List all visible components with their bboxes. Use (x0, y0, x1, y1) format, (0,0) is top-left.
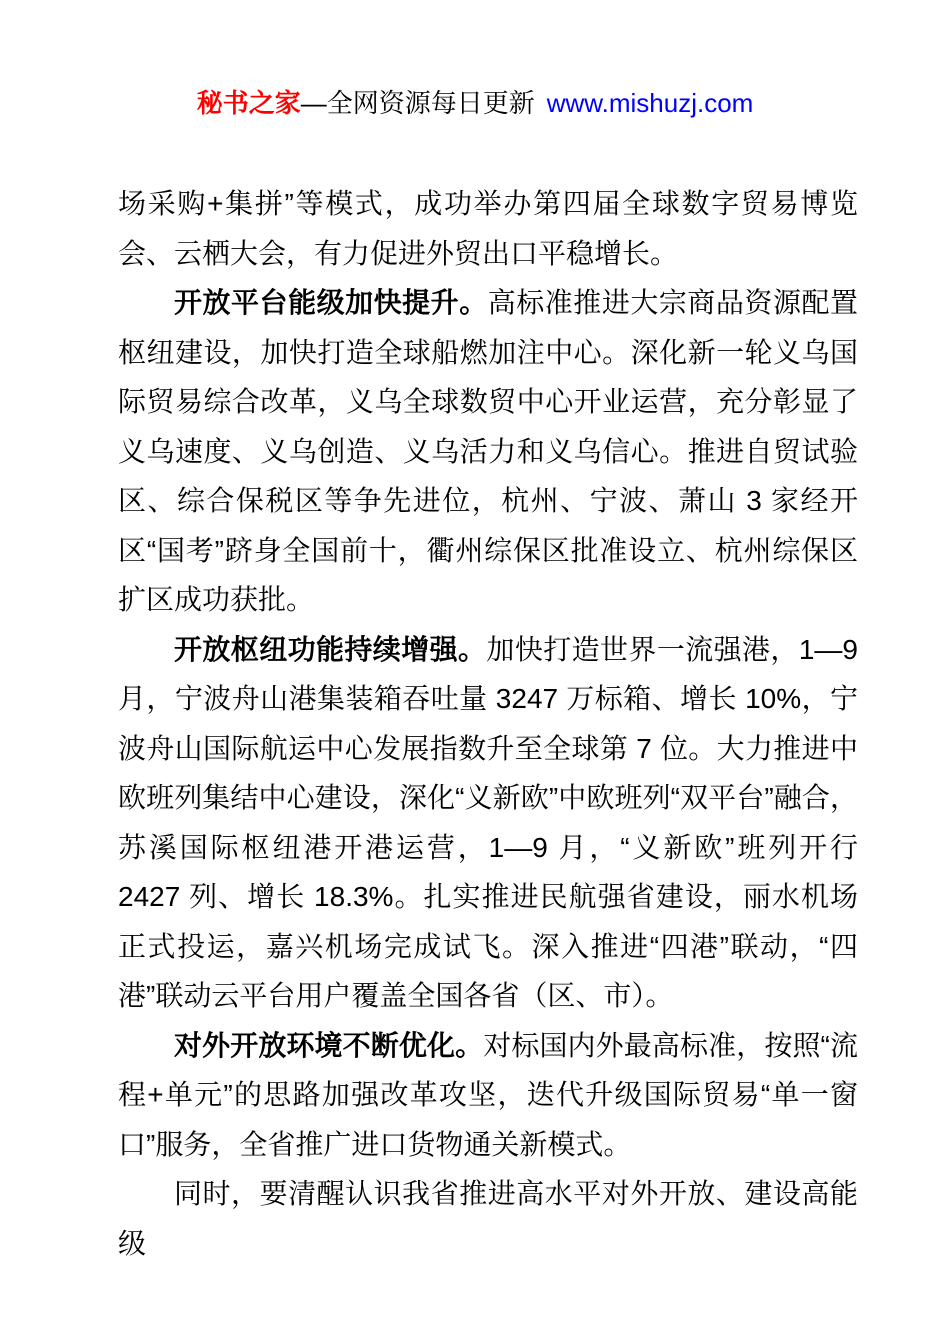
paragraph (118, 1021, 858, 1170)
paragraph (118, 625, 858, 1021)
paragraph-lead: 开放枢纽功能持续增强。 (174, 633, 487, 665)
paragraph (118, 278, 858, 625)
paragraph-lead: 开放平台能级加快提升。 (174, 287, 488, 318)
paragraph-text: 高标准推进大宗商品资源配置枢纽建设，加快打造全球船燃加注中心。深化新一轮义乌国际贸易综合改革，义乌全球数贸中心开业运营，充分彰显了义乌速度、义乌创造、义乌活力和义乌信心。推进自贸试验区、综合保税区等争先进位，杭州、宁波、萧山 3 家经开区“国考”跻身全国前十，衢州综保区批准设立、杭州综保区扩区成功获批。 (118, 287, 858, 615)
site-header (0, 0, 950, 120)
paragraph-text: 同时，要清醒认识我省推进高水平对外开放、建设高能级 (118, 1178, 858, 1259)
paragraph-text: 加快打造世界一流强港，1—9 月，宁波舟山港集装箱吞吐量 3247 万标箱、增长 10%，宁波舟山国际航运中心发展指数升至全球第 7 位。大力推进中欧班列集结中心建设，深化“义新欧”中欧班列“双平台”融合，苏溪国际枢纽港开港运营，1—9 月，“义新欧”班列开行 2427 列、增长 18.3%。扎实推进民航强省建设，丽水机场正式投运，嘉兴机场完成试飞。深入推进“四港”联动，“四港”联动云平台用户覆盖全国各省（区、市）。 (118, 633, 858, 1011)
paragraph (118, 1169, 858, 1268)
paragraph-lead: 对外开放环境不断优化。 (174, 1029, 484, 1061)
document-body (118, 179, 858, 1268)
site-name: 秘书之家 (196, 88, 301, 118)
site-url-link[interactable]: www.mishuzj.com (546, 88, 754, 118)
paragraph-text: 场采购+集拼”等模式，成功举办第四届全球数字贸易博览会、云栖大会，有力促进外贸出口平稳增长。 (118, 188, 858, 269)
paragraph (118, 179, 858, 278)
site-tagline: 全网资源每日更新 (326, 88, 535, 118)
header-separator: — (300, 88, 327, 118)
paragraph-text: 对标国内外最高标准，按照“流程+单元”的思路加强改革攻坚，迭代升级国际贸易“单一窗口”服务，全省推广进口货物通关新模式。 (118, 1029, 858, 1160)
